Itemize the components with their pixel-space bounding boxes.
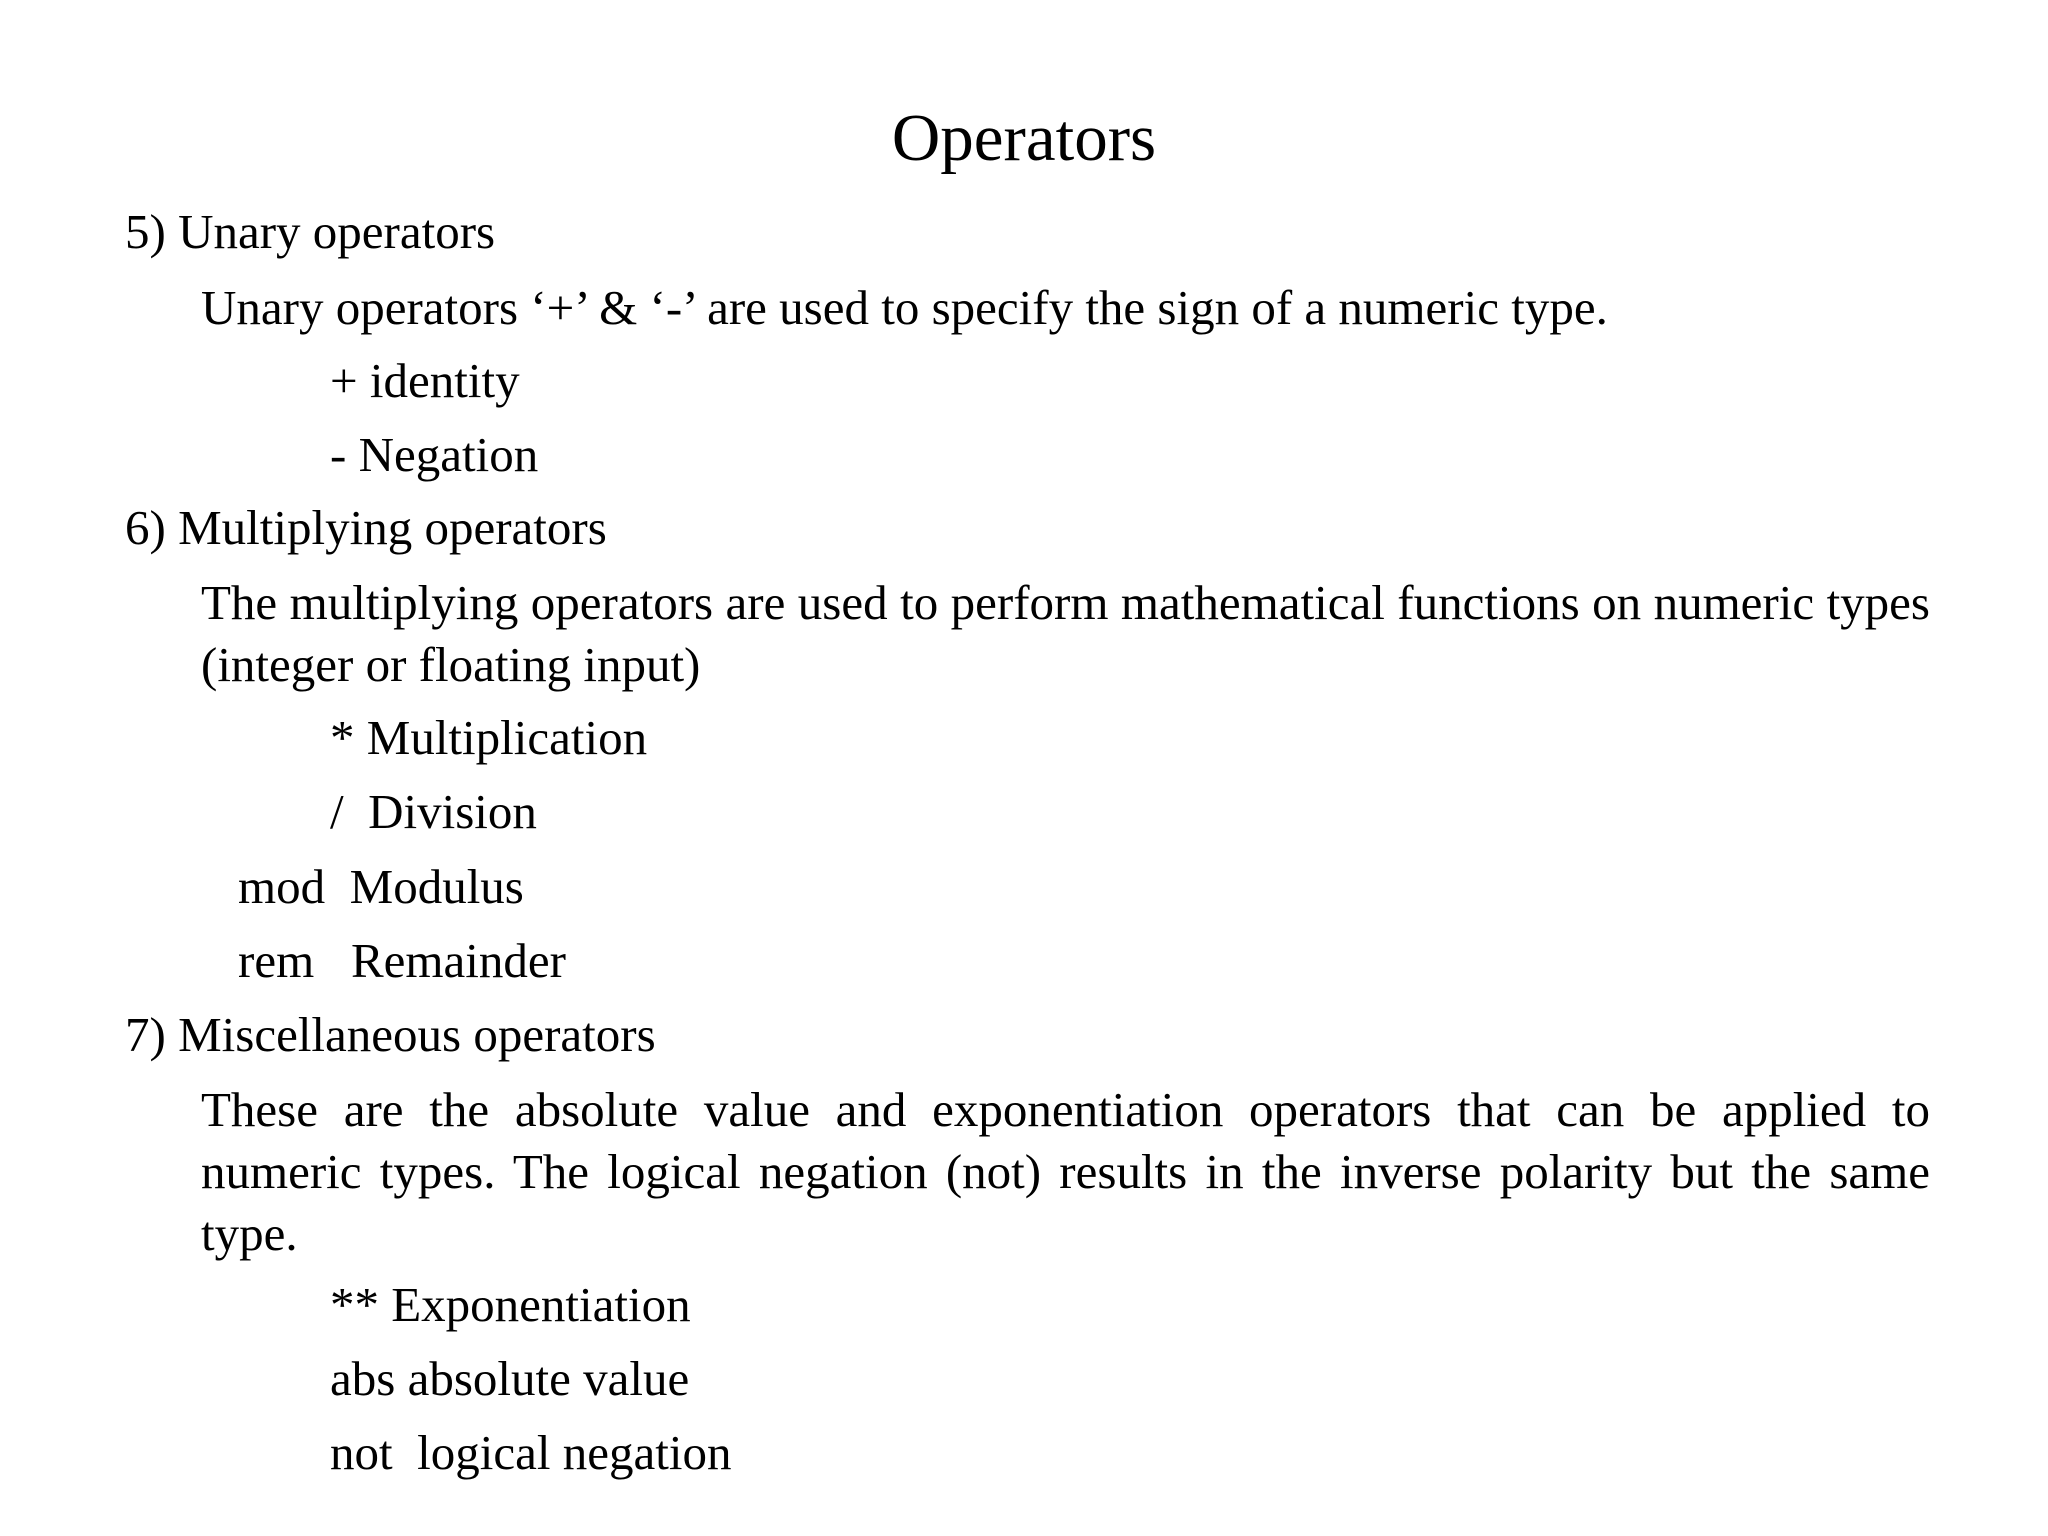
operator-item-absolute-value — [330, 1349, 689, 1409]
operator-symbol: + — [330, 353, 358, 408]
operator-label: Division — [368, 784, 537, 839]
operator-item-identity — [330, 351, 520, 411]
operator-label: identity — [369, 353, 520, 408]
section-heading-unary: 5) Unary operators — [125, 204, 496, 259]
operator-symbol: mod — [238, 859, 326, 914]
operator-symbol: * — [330, 710, 355, 765]
section-heading-miscellaneous: 7) Miscellaneous operators — [125, 1007, 656, 1062]
operator-item-logical-negation — [330, 1423, 731, 1483]
operator-symbol: / — [330, 784, 344, 839]
operator-label: logical negation — [417, 1425, 732, 1480]
slide-title: Operators — [891, 101, 1157, 175]
section-description-unary: Unary operators ‘+’ & ‘-’ are used to specify the sign of a numeric type. — [201, 280, 1608, 335]
operator-symbol: rem — [238, 933, 315, 988]
operator-label: Modulus — [349, 859, 524, 914]
operator-label: Multiplication — [366, 710, 648, 765]
operator-item-multiplication — [330, 708, 647, 768]
section-description-miscellaneous: These are the absolute value and exponentiation operators that can be applied to numeric types. The logical negation (not) results in the inverse polarity but the same type. — [201, 1082, 1930, 1261]
operator-label: Remainder — [350, 933, 566, 988]
section-heading-multiplying: 6) Multiplying operators — [125, 500, 607, 555]
operator-symbol: - — [330, 427, 347, 482]
operator-symbol: not — [330, 1425, 393, 1480]
operator-item-modulus — [238, 857, 524, 917]
operator-label: Exponentiation — [391, 1277, 691, 1332]
operator-label: Negation — [358, 427, 539, 482]
operator-item-negation — [330, 425, 538, 485]
operator-item-exponentiation — [330, 1275, 691, 1335]
section-description-multiplying: The multiplying operators are used to perform mathematical functions on numeric types (integer or floating input) — [201, 575, 1930, 692]
operator-symbol: ** — [330, 1277, 379, 1332]
operator-item-remainder — [238, 931, 566, 991]
operator-item-division — [330, 782, 537, 842]
operator-symbol: abs — [330, 1351, 396, 1406]
operator-label: absolute value — [407, 1351, 690, 1406]
